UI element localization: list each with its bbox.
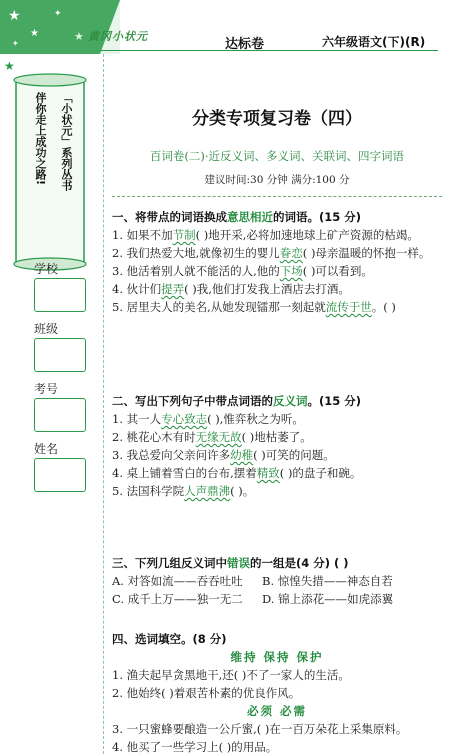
question-item: 2. 他始终( )着艰苦朴素的优良作风。 xyxy=(112,686,301,700)
grade-label: 六年级语文(下)(R) xyxy=(322,35,426,49)
question-item: 5. 居里夫人的美名,从她发现镭那一刻起就流传于世。( ) xyxy=(112,300,396,314)
choice-row xyxy=(112,590,442,608)
time-score-info: 建议时间:30 分钟 满分:100 分 xyxy=(204,174,350,186)
choice-d[interactable]: D. 锦上添花——如虎添翼 xyxy=(262,592,394,606)
page-title: 分类专项复习卷（四） xyxy=(192,109,362,129)
brand-logo: 黄冈小状元 xyxy=(88,30,148,43)
exam-number-field[interactable] xyxy=(34,398,86,432)
section-4-heading: 四、选词填空。(8 分) xyxy=(112,632,227,646)
question-item: 5. 法国科学院人声鼎沸( )。 xyxy=(112,484,255,498)
class-field[interactable] xyxy=(34,338,86,372)
scroll-banner xyxy=(10,72,90,272)
sidebar xyxy=(0,54,100,754)
school-field[interactable] xyxy=(34,278,86,312)
slogan-text: 伴你走上成功之路! xyxy=(34,92,47,186)
question-item: 1. 如果不加节制( )地开采,必将加速地球上矿产资源的枯竭。 xyxy=(112,228,419,242)
word-options: 维持 保持 保护 xyxy=(230,650,324,664)
choice-b[interactable]: B. 惊惶失措——神态自若 xyxy=(262,574,393,588)
question-item: 3. 他活着别人就不能活的人,他的下场( )可以看到。 xyxy=(112,264,373,278)
question-item: 4. 他买了一些学习上( )的用品。 xyxy=(112,740,278,754)
series-text: 「小状元」系列丛书 xyxy=(60,92,73,191)
svg-text:✦: ✦ xyxy=(12,39,19,48)
choice-a[interactable]: A. 对答如流——吞吞吐吐 xyxy=(112,574,243,588)
section-4 xyxy=(112,630,442,754)
section-1-heading: 一、将带点的词语换成意思相近的词语。(15 分) xyxy=(112,210,362,224)
svg-text:★: ★ xyxy=(4,59,15,73)
svg-text:★: ★ xyxy=(30,28,39,39)
dashed-divider xyxy=(112,196,442,197)
question-item: 2. 我们热爱大地,就像初生的婴儿眷恋( )母亲温暖的怀抱一样。 xyxy=(112,246,431,260)
question-item: 3. 一只蜜蜂要酿造一公斤蜜,( )在一百万朵花上采集原料。 xyxy=(112,722,408,736)
svg-text:★: ★ xyxy=(8,8,21,24)
school-label: 学校 xyxy=(34,262,59,276)
header-rule xyxy=(100,50,438,51)
section-3-heading: 三、下列几组反义词中错误的一组是(4 分) ( ) xyxy=(112,556,349,570)
book-type-label: 达标卷 xyxy=(225,37,265,52)
page-subtitle: 百词卷(二)·近反义词、多义词、关联词、四字词语 xyxy=(149,149,405,163)
question-item: 1. 其一人专心致志( ),惟弈秋之为听。 xyxy=(112,412,304,426)
class-label: 班级 xyxy=(34,322,59,336)
exam-number-label: 考号 xyxy=(34,382,59,396)
section-2 xyxy=(112,392,442,500)
vertical-divider xyxy=(103,54,104,754)
question-item: 4. 伙计们提弄( )我,他们打发我上酒店去打酒。 xyxy=(112,282,350,296)
question-item: 1. 渔夫起早贪黑地干,还( )不了一家人的生活。 xyxy=(112,668,350,682)
section-2-heading: 二、写出下列句子中带点词语的反义词。(15 分) xyxy=(112,394,362,408)
section-1 xyxy=(112,208,442,316)
page-header xyxy=(0,0,450,73)
svg-text:✦: ✦ xyxy=(54,9,62,19)
word-options: 必须 必需 xyxy=(246,704,307,718)
question-item: 2. 桃花心木有时无缘无故( )地枯萎了。 xyxy=(112,430,312,444)
choice-c[interactable]: C. 成千上万——独一无二 xyxy=(112,592,243,606)
svg-text:★: ★ xyxy=(74,30,84,43)
question-item: 3. 我总爱向父亲问许多幼稚( )可笑的问题。 xyxy=(112,448,335,462)
question-item: 4. 桌上铺着雪白的台布,摆着精致( )的盘子和碗。 xyxy=(112,466,362,480)
name-label: 姓名 xyxy=(34,442,59,456)
section-3 xyxy=(112,554,442,608)
name-field[interactable] xyxy=(34,458,86,492)
choice-row xyxy=(112,572,442,590)
